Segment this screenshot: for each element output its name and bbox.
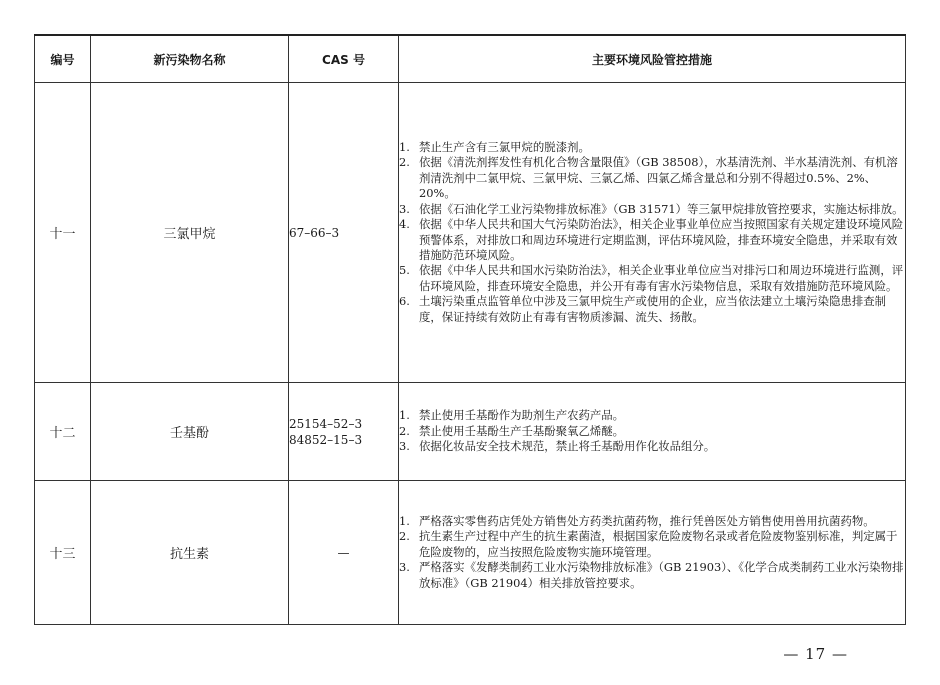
measures-cell (399, 481, 906, 625)
header-measures: 主要环境风险管控措施 (399, 35, 906, 83)
measure-item: 2. 禁止使用壬基酚生产壬基酚聚氧乙烯醚。 (399, 423, 625, 438)
measure-item: 1. 禁止生产含有三氯甲烷的脱漆剂。 (399, 140, 590, 155)
cas-number (289, 481, 399, 625)
pollutant-table (34, 34, 906, 625)
cas-number (289, 383, 399, 481)
measure-item: 1. 禁止使用壬基酚作为助剂生产农药产品。 (399, 408, 625, 423)
table-row (35, 481, 906, 625)
cas-value: 67–66–3 (289, 225, 340, 240)
measures-cell (399, 383, 906, 481)
table-header-row (35, 35, 906, 83)
pollutant-name: 三氯甲烷 (91, 83, 289, 383)
row-number: 十二 (35, 383, 91, 481)
table-row (35, 83, 906, 383)
header-pollutant-name: 新污染物名称 (91, 35, 289, 83)
measure-item: 2. 依据《清洗剂挥发性有机化合物含量限值》（GB 38508），水基清洗剂、半水基清洗剂、有机溶剂清洗剂中二氯甲烷、三氯甲烷、三氯乙烯、四氯乙烯含量总和分别不得超过0.5%、2%、20%。 (399, 155, 898, 201)
cas-value: 25154–52–3 (289, 416, 363, 431)
cas-value: 84852–15–3 (289, 432, 363, 447)
row-number: 十三 (35, 481, 91, 625)
measures-cell (399, 83, 906, 383)
page-number: — 17 — (783, 645, 848, 663)
pollutant-name: 抗生素 (91, 481, 289, 625)
cas-number (289, 83, 399, 383)
measure-item: 3. 依据《石油化学工业污染物排放标准》（GB 31571）等三氯甲烷排放管控要求，实施达标排放。 (399, 201, 904, 216)
cas-value: — (337, 545, 350, 560)
measure-item: 1. 严格落实零售药店凭处方销售处方药类抗菌药物，推行凭兽医处方销售使用兽用抗菌药物。 (399, 513, 875, 528)
measures-list (399, 140, 905, 325)
measure-item: 3. 依据化妆品安全技术规范，禁止将壬基酚用作化妆品组分。 (399, 439, 716, 454)
pollutant-name: 壬基酚 (91, 383, 289, 481)
header-cas-number: CAS 号 (289, 35, 399, 83)
measure-item: 5. 依据《中华人民共和国水污染防治法》，相关企业事业单位应当对排污口和周边环境进行监测，评估环境风险，排查环境安全隐患，并公开有毒有害水污染物信息，采取有效措施防范环境风险。 (399, 263, 904, 293)
measures-list (399, 408, 905, 454)
measure-item: 2. 抗生素生产过程中产生的抗生素菌渣，根据国家危险废物名录或者危险废物鉴别标准，判定属于危险废物的，应当按照危险废物实施环境管理。 (399, 529, 898, 559)
measure-item: 3. 严格落实《发酵类制药工业水污染物排放标准》（GB 21903）、《化学合成类制药工业水污染物排放标准》（GB 21904）相关排放管控要求。 (399, 560, 904, 590)
measure-item: 6. 土壤污染重点监管单位中涉及三氯甲烷生产或使用的企业，应当依法建立土壤污染隐患排查制度，保证持续有效防止有毒有害物质渗漏、流失、扬散。 (399, 294, 887, 324)
measure-item: 4. 依据《中华人民共和国大气污染防治法》，相关企业事业单位应当按照国家有关规定建设环境风险预警体系，对排放口和周边环境进行定期监测，评估环境风险，排查环境安全隐患，并采取有效措施防范环境风险。 (399, 217, 904, 262)
row-number: 十一 (35, 83, 91, 383)
header-number: 编号 (35, 35, 91, 83)
table-row (35, 383, 906, 481)
measures-list (399, 514, 905, 591)
